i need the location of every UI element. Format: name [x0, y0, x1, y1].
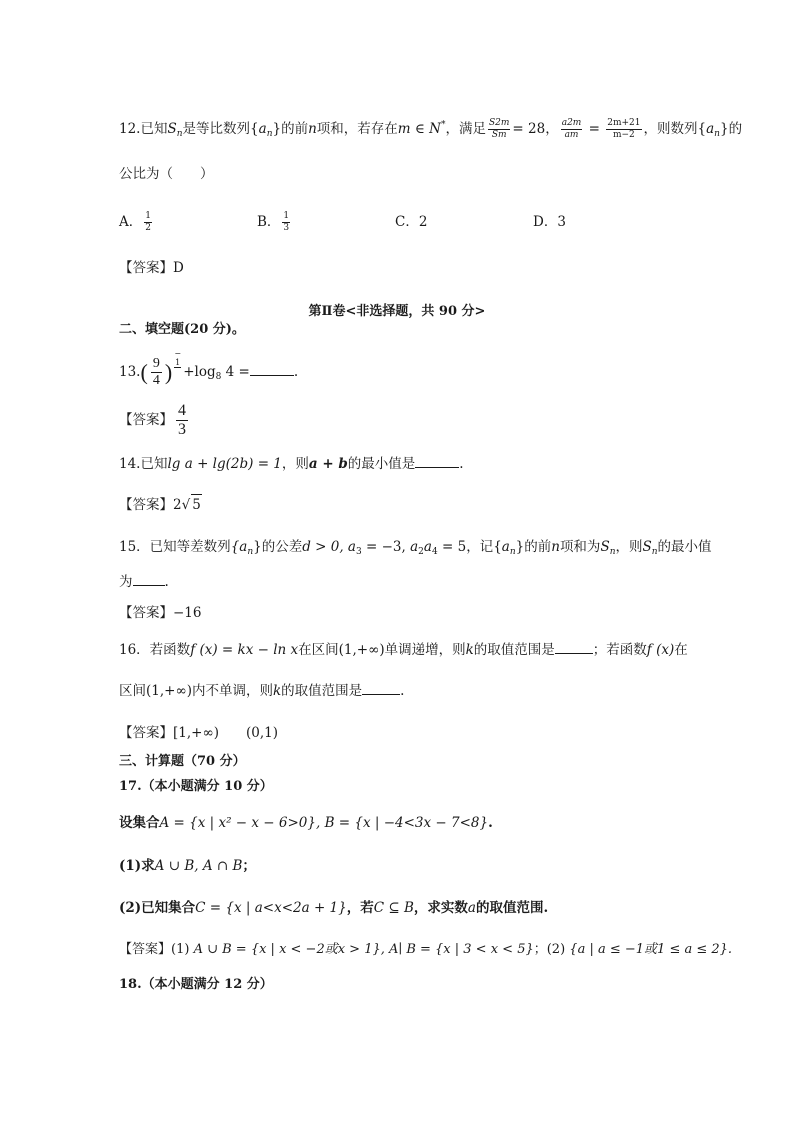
- q12-option-a: A． $\frac{1}{2}$: [119, 211, 151, 233]
- q13-line: 13.( $\frac{9}{4}$ )− 1 $+\log_8$ 4 = .: [119, 349, 299, 388]
- q17-part1: (1)求A ∪ B, A ∩ B；: [119, 858, 256, 874]
- q12-option-c: C．2: [395, 214, 428, 230]
- q14-answer: 【答案】2√ 5: [119, 494, 202, 515]
- q14-line: 14.已知lg a + lg(2b) = 1，则a + b的最小值是 .: [119, 456, 464, 472]
- q15-answer: 【答案】−16: [119, 605, 202, 621]
- q17-title: 17.（本小题满分 10 分）: [119, 779, 273, 794]
- q15-line1: 15．已知等差数列$\{a_n\}$的公差d > 0, $a_3 = -3$, $a_2a_4 = 5$，记$\{a_n\}$的前n项和为$S_n$，则$S_n$的最小值: [119, 539, 712, 557]
- q15-line2: 为 .: [119, 574, 169, 590]
- q17-answer: 【答案】(1) A ∪ B = {x | x < −2或x > 1}, A∣ B = {x | 3 < x < 5}；(2) {a | a ≤ −1或1 ≤ a ≤ 2}.: [119, 942, 733, 957]
- q12-text5: ，: [545, 121, 559, 137]
- q14-blank: [415, 455, 459, 468]
- q16-answer: 【答案】[1,+∞) (0,1): [119, 725, 278, 741]
- q12-option-d: D．3: [533, 214, 566, 230]
- q16-line1: 16．若函数f (x) = kx − ln x在区间(1,+∞)单调递增，则k的取值范围是 ；若函数f (x)在: [119, 642, 688, 658]
- q12-text6: ，则数列: [643, 121, 698, 137]
- q12-frac3: $\frac{2m+21}{m-2}$: [607, 118, 641, 140]
- section2-title: 第Ⅱ卷<非选择题，共 90 分>: [308, 304, 486, 319]
- q16-line2: 区间(1,+∞)内不单调，则k的取值范围是 .: [119, 683, 405, 699]
- q16-blank1: [555, 641, 593, 654]
- q12-frac2: $\frac{a2m}{am}$: [561, 118, 582, 140]
- q17-sets: 设集合A = {x | x² − x − 6>0}, B = {x | −4<3x − 7<8}.: [119, 815, 493, 831]
- q12-text2: 的前: [281, 121, 309, 137]
- q12-text7: 的: [728, 121, 743, 137]
- q16-blank2: [362, 682, 400, 695]
- q13-blank: [250, 363, 294, 376]
- q12-frac1: $\frac{S2m}{Sm}$: [488, 118, 510, 140]
- q17-part2: (2)已知集合C = {x | a<x<2a + 1}，若C ⊆ B，求实数a的取值范围.: [119, 900, 549, 916]
- section2-heading: 二、填空题(20 分)。: [119, 322, 245, 337]
- q12-eq1: = 28: [512, 121, 546, 137]
- q18-title: 18.（本小题满分 12 分）: [119, 977, 273, 992]
- q12-prefix: 12.已知: [119, 121, 168, 137]
- q15-blank: [133, 573, 165, 586]
- q12-option-b: B． $\frac{1}{3}$: [257, 211, 290, 233]
- q12-text1: 是等比数列: [182, 121, 251, 137]
- q12-text3: 项和，若存在: [316, 121, 398, 137]
- q13-answer: 【答案】 $\frac{4}{3}$: [119, 402, 186, 438]
- section3-heading: 三、计算题（70 分）: [119, 754, 246, 769]
- q12-line2: 公比为（ ）: [119, 166, 214, 182]
- q12-text4: ，满足: [445, 121, 486, 137]
- q12-line1: 12.已知$S_n$是等比数列$\{a_n\}$的前n项和，若存在m ∈ N*，满足 $\frac{S2m}{Sm}$ = 28， $\frac{a2m}{am}$ = $\frac{2m+21}{m-2}$ ，则数列$\{a_n\}$的: [119, 118, 743, 140]
- q12-answer: 【答案】D: [119, 260, 184, 276]
